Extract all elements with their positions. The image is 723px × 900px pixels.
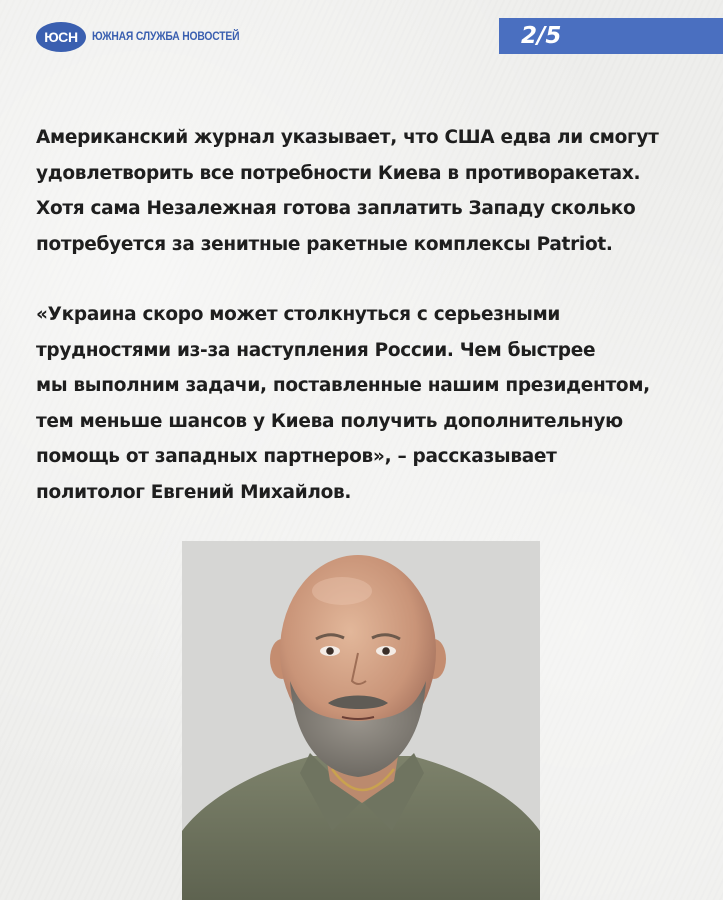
paragraph-1-line: удовлетворить все потребности Киева в противоракетах. [36, 162, 641, 184]
portrait-photo [182, 541, 540, 900]
paragraph-1-line: Американский журнал указывает, что США едва ли смогут [36, 127, 659, 148]
brand-name: ЮЖНАЯ СЛУЖБА НОВОСТЕЙ [92, 29, 240, 43]
paragraph-2-line: политолог Евгений Михайлов. [36, 481, 352, 503]
paragraph-2-line: «Украина скоро может столкнуться с серьезными [36, 304, 561, 325]
paragraph-2-line: мы выполним задачи, поставленные нашим президентом, [36, 375, 650, 396]
header [0, 0, 723, 70]
paragraph-2-line: тем меньше шансов у Киева получить дополнительную [36, 410, 623, 432]
brand-logo: ЮСН [36, 22, 86, 52]
paragraph-1-line: потребуется за зенитные ракетные комплексы Patriot. [36, 233, 613, 255]
paragraph-2-line: трудностями из-за наступления России. Чем быстрее [36, 339, 596, 361]
portrait-illustration [182, 541, 540, 900]
page-number: 2/5 [521, 23, 562, 49]
paragraph-1 [36, 120, 696, 262]
paragraph-2-line: помощь от западных партнеров», – рассказывает [36, 446, 557, 467]
paragraph-1-line: Хотя сама Незалежная готова заплатить Западу сколько [36, 198, 636, 219]
paragraph-2-quote [36, 297, 696, 510]
article-body [36, 120, 696, 510]
